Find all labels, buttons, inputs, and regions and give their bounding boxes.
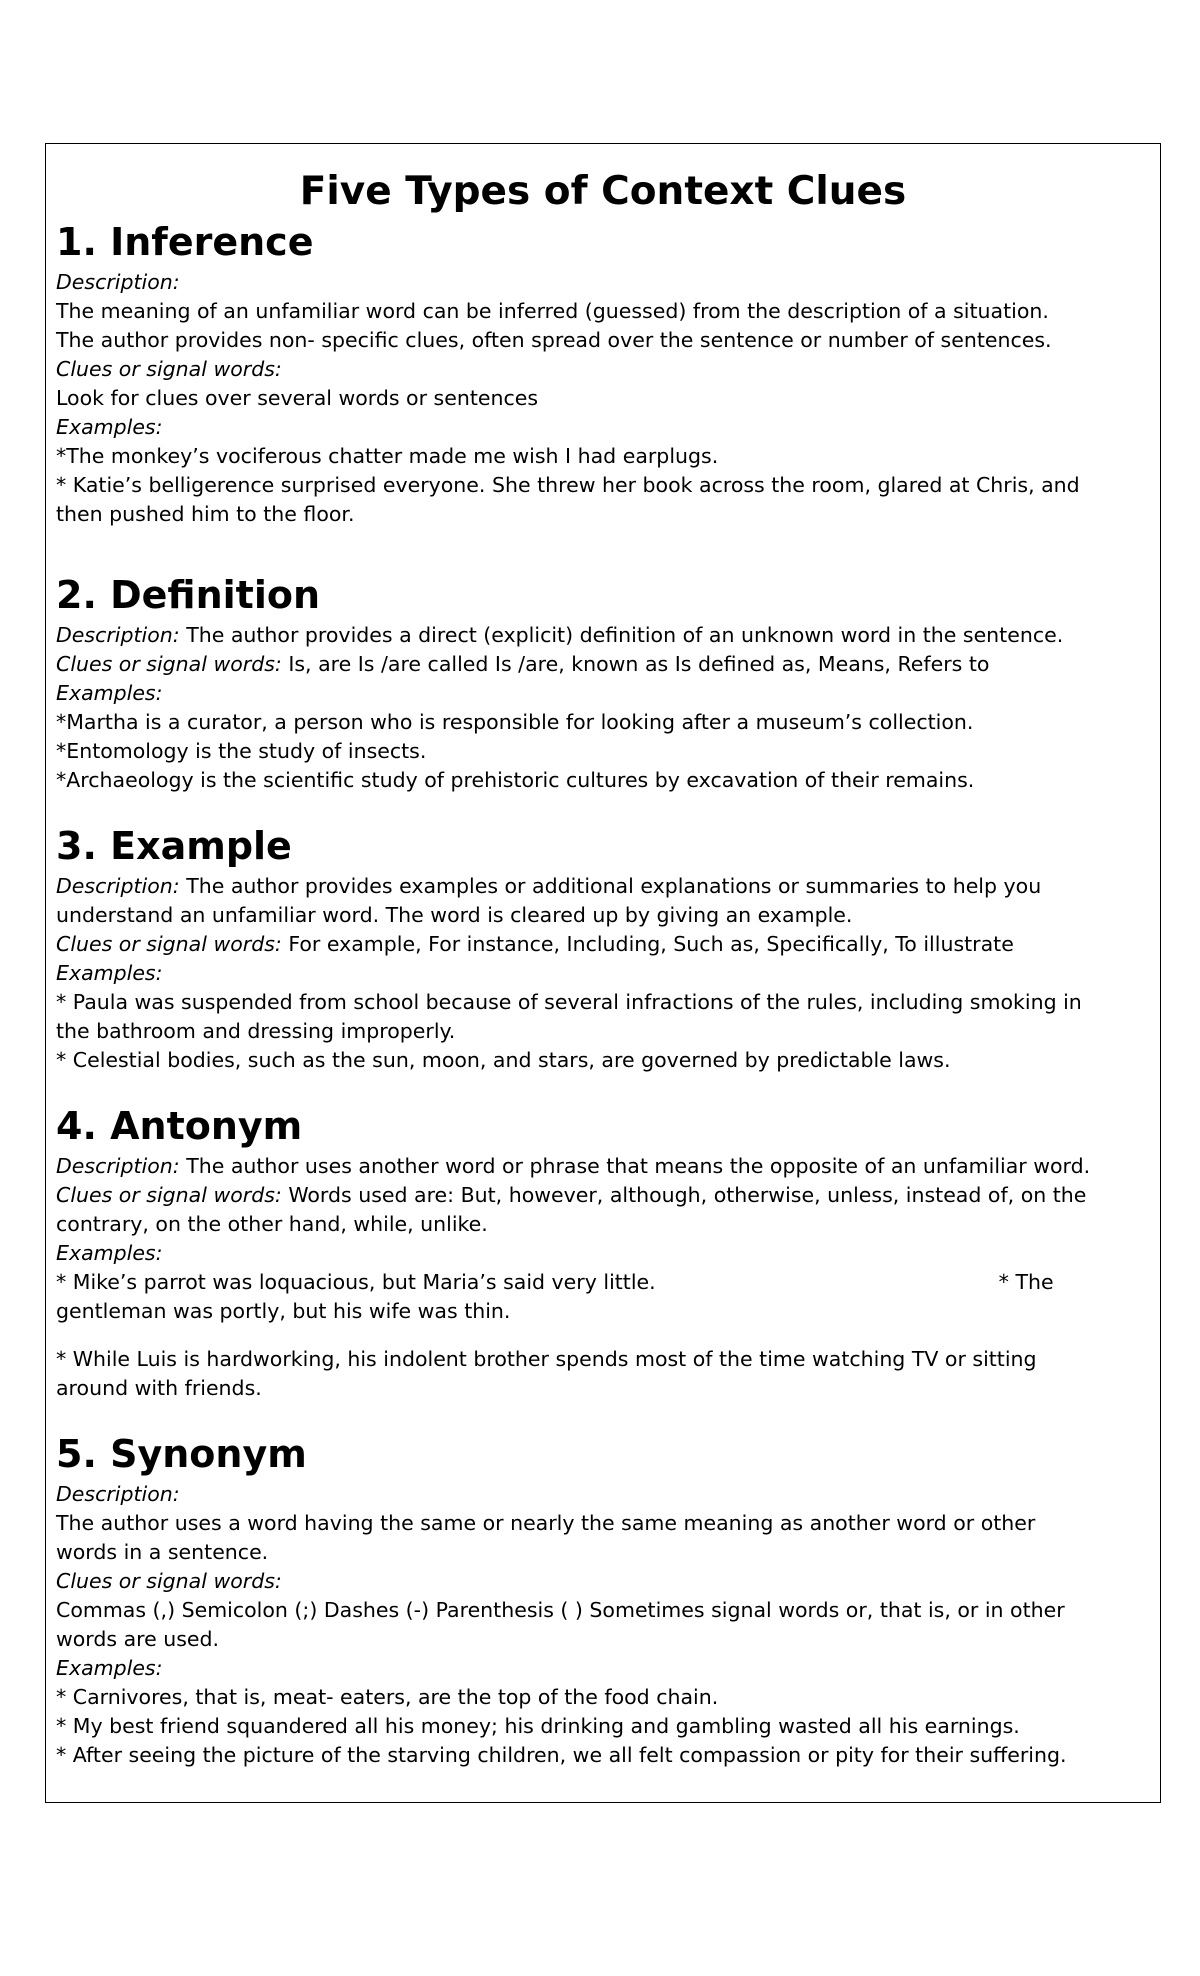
clues-text: Look for clues over several words or sentences <box>56 386 539 410</box>
document-frame <box>45 143 1161 1803</box>
section-heading: 4. Antonym <box>56 1104 303 1148</box>
description-text: The author provides non- specific clues, often spread over the sentence or number of sentences. <box>56 328 1052 352</box>
description-text: words in a sentence. <box>56 1540 269 1564</box>
document-title: Five Types of Context Clues <box>299 169 907 214</box>
clues-line <box>56 1181 1150 1210</box>
clues-text: For example, For instance, Including, Such as, Specifically, To illustrate <box>281 932 1014 956</box>
section-spacer <box>56 529 1150 569</box>
description-text: The author uses another word or phrase that means the opposite of an unfamiliar word. <box>179 1154 1091 1178</box>
example-line <box>56 1268 1150 1297</box>
clues-label: Clues or signal words: <box>56 1183 282 1207</box>
example-text: * Carnivores, that is, meat- eaters, are the top of the food chain. <box>56 1685 719 1709</box>
example-text: * My best friend squandered all his money; his drinking and gambling wasted all his earnings. <box>56 1714 1020 1738</box>
description-line <box>56 872 1150 901</box>
example-text: * Katie’s belligerence surprised everyone. She threw her book across the room, glared at Chris, and <box>56 473 1080 497</box>
examples-label: Examples: <box>56 681 163 705</box>
description-label: Description: <box>56 623 180 647</box>
clues-label: Clues or signal words: <box>56 357 282 381</box>
section-synonym <box>56 1428 1150 1770</box>
example-text: *Martha is a curator, a person who is responsible for looking after a museum’s collection. <box>56 710 974 734</box>
paragraph-spacer <box>56 1326 1150 1345</box>
description-text: The meaning of an unfamiliar word can be inferred (guessed) from the description of a situation. <box>56 299 1049 323</box>
examples-label: Examples: <box>56 961 163 985</box>
section-inference <box>56 216 1150 529</box>
example-text: *Entomology is the study of insects. <box>56 739 427 763</box>
description-text: The author uses a word having the same or nearly the same meaning as another word or other <box>56 1511 1036 1535</box>
clues-label: Clues or signal words: <box>56 1569 282 1593</box>
description-text: understand an unfamiliar word. The word is cleared up by giving an example. <box>56 903 853 927</box>
example-text: the bathroom and dressing improperly. <box>56 1019 456 1043</box>
example-text: *The monkey’s vociferous chatter made me wish I had earplugs. <box>56 444 719 468</box>
section-spacer <box>56 795 1150 820</box>
example-text: * After seeing the picture of the starving children, we all felt compassion or pity for their suffering. <box>56 1743 1067 1767</box>
description-line <box>56 621 1150 650</box>
examples-label: Examples: <box>56 1241 163 1265</box>
clues-line <box>56 930 1150 959</box>
section-definition <box>56 569 1150 795</box>
clues-text: Words used are: But, however, although, otherwise, unless, instead of, on the <box>281 1183 1087 1207</box>
section-example <box>56 820 1150 1075</box>
examples-label: Examples: <box>56 415 163 439</box>
description-line <box>56 1152 1150 1181</box>
example-text: then pushed him to the floor. <box>56 502 355 526</box>
example-text: around with friends. <box>56 1376 262 1400</box>
clues-text: Is, are Is /are called Is /are, known as Is defined as, Means, Refers to <box>281 652 990 676</box>
clues-text: Commas (,) Semicolon (;) Dashes (-) Parenthesis ( ) Sometimes signal words or, that is, or in other <box>56 1598 1065 1622</box>
description-label: Description: <box>56 874 180 898</box>
section-heading: 1. Inference <box>56 220 314 264</box>
section-spacer <box>56 1403 1150 1428</box>
clues-text: contrary, on the other hand, while, unlike. <box>56 1212 488 1236</box>
example-text: * Paula was suspended from school because of several infractions of the rules, including smoking in <box>56 990 1082 1014</box>
description-text: The author provides a direct (explicit) definition of an unknown word in the sentence. <box>179 623 1064 647</box>
description-label: Description: <box>56 1154 180 1178</box>
examples-label: Examples: <box>56 1656 163 1680</box>
section-spacer <box>56 1075 1150 1100</box>
section-heading: 2. Definition <box>56 573 321 617</box>
section-heading: 3. Example <box>56 824 292 868</box>
example-text: *Archaeology is the scientific study of prehistoric cultures by excavation of their remains. <box>56 768 975 792</box>
clues-text: words are used. <box>56 1627 220 1651</box>
clues-line <box>56 650 1150 679</box>
description-text: The author provides examples or additional explanations or summaries to help you <box>179 874 1042 898</box>
example-text: * While Luis is hardworking, his indolent brother spends most of the time watching TV or sitting <box>56 1347 1037 1371</box>
section-heading: 5. Synonym <box>56 1432 307 1476</box>
example-text: * Mike’s parrot was loquacious, but Maria’s said very little. <box>56 1270 656 1294</box>
description-label: Description: <box>56 270 180 294</box>
description-label: Description: <box>56 1482 180 1506</box>
clues-label: Clues or signal words: <box>56 932 282 956</box>
section-antonym <box>56 1100 1150 1403</box>
example-text: gentleman was portly, but his wife was thin. <box>56 1299 511 1323</box>
example-text: * Celestial bodies, such as the sun, moon, and stars, are governed by predictable laws. <box>56 1048 951 1072</box>
clues-label: Clues or signal words: <box>56 652 282 676</box>
example-text: * The <box>998 1270 1054 1294</box>
